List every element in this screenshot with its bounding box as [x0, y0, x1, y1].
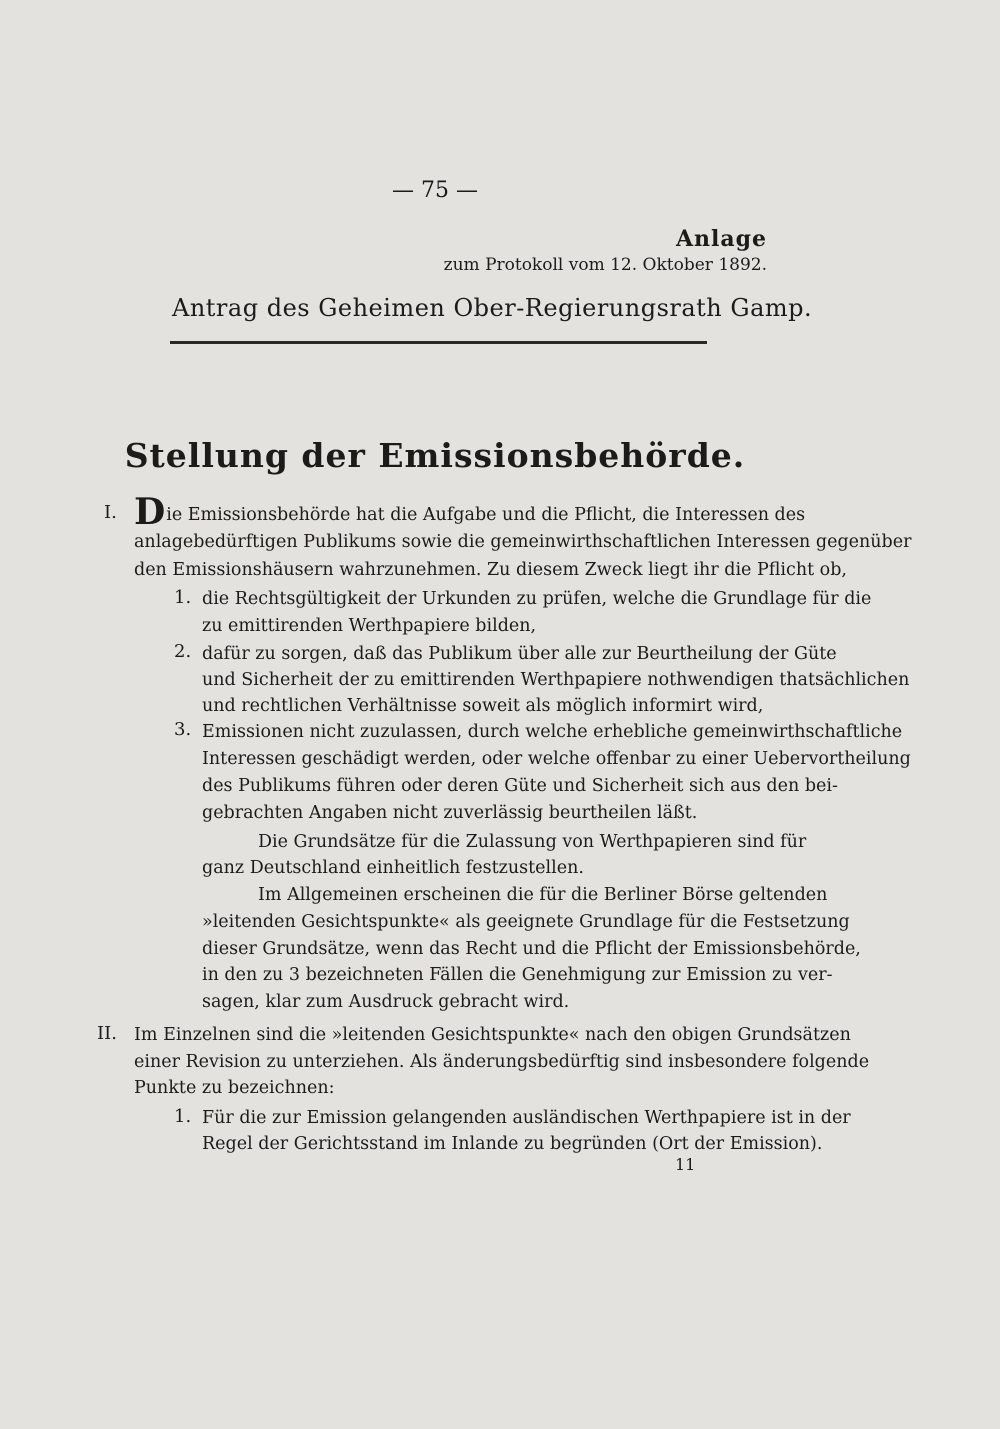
- item-line: zu emittirenden Werthpapiere bilden,: [202, 616, 537, 636]
- item-number: 1.: [174, 587, 192, 608]
- signature-mark: 11: [675, 1155, 696, 1174]
- anlage-label: Anlage: [675, 226, 767, 252]
- page-heading: Stellung der Emissionsbehörde.: [124, 436, 746, 475]
- section-label: II.: [97, 1023, 117, 1044]
- paragraph-line: Die Grundsätze für die Zulassung von Werthpapieren sind für: [258, 832, 807, 852]
- paragraph-line: ganz Deutschland einheitlich festzustellen.: [202, 858, 584, 878]
- item-line: Emissionen nicht zuzulassen, durch welche erhebliche gemeinwirthschaftliche: [202, 722, 903, 742]
- protokoll-line: zum Protokoll vom 12. Oktober 1892.: [443, 255, 767, 275]
- drop-cap: D: [134, 491, 166, 533]
- paragraph-line: in den zu 3 bezeichneten Fällen die Genehmigung zur Emission zu ver-: [202, 965, 833, 985]
- section-line: Im Einzelnen sind die »leitenden Gesichtspunkte« nach den obigen Grundsätzen: [134, 1025, 851, 1045]
- antrag-title: Antrag des Geheimen Ober-Regierungsrath Gamp.: [172, 294, 813, 322]
- paragraph-line: sagen, klar zum Ausdruck gebracht wird.: [202, 992, 570, 1012]
- item-line: gebrachten Angaben nicht zuverlässig beurtheilen läßt.: [202, 803, 698, 823]
- paragraph-line: dieser Grundsätze, wenn das Recht und die Pflicht der Emissionsbehörde,: [202, 939, 861, 959]
- item-number: 2.: [174, 641, 192, 662]
- item-line: Interessen geschädigt werden, oder welche offenbar zu einer Uebervortheilung: [202, 749, 911, 769]
- item-line: Regel der Gerichtsstand im Inlande zu begründen (Ort der Emission).: [202, 1134, 823, 1154]
- item-line: und rechtlichen Verhältnisse soweit als möglich informirt wird,: [202, 696, 764, 716]
- item-number: 3.: [174, 719, 192, 740]
- section-line: Die Emissionsbehörde hat die Aufgabe und die Pflicht, die Interessen des: [134, 491, 806, 533]
- page-number: — 75 —: [392, 178, 478, 203]
- section-line: einer Revision zu unterziehen. Als änderungsbedürftig sind insbesondere folgende: [134, 1052, 870, 1072]
- section-line: Punkte zu bezeichnen:: [134, 1078, 335, 1098]
- section-line: anlagebedürftigen Publikums sowie die gemeinwirthschaftlichen Interessen gegenüber: [134, 532, 912, 552]
- section-line: den Emissionshäusern wahrzunehmen. Zu diesem Zweck liegt ihr die Pflicht ob,: [134, 560, 847, 580]
- item-line: des Publikums führen oder deren Güte und Sicherheit sich aus den bei-: [202, 776, 838, 796]
- paragraph-line: Im Allgemeinen erscheinen die für die Berliner Börse geltenden: [258, 885, 828, 905]
- section-label: I.: [104, 502, 117, 523]
- item-line: dafür zu sorgen, daß das Publikum über alle zur Beurtheilung der Güte: [202, 644, 837, 664]
- item-line: und Sicherheit der zu emittirenden Werthpapiere nothwendigen thatsächlichen: [202, 670, 910, 690]
- item-line: die Rechtsgültigkeit der Urkunden zu prüfen, welche die Grundlage für die: [202, 589, 872, 609]
- title-underline: [170, 341, 707, 344]
- item-line: Für die zur Emission gelangenden ausländischen Werthpapiere ist in der: [202, 1108, 851, 1128]
- item-number: 1.: [174, 1106, 192, 1127]
- paragraph-line: »leitenden Gesichtspunkte« als geeignete Grundlage für die Festsetzung: [202, 912, 850, 932]
